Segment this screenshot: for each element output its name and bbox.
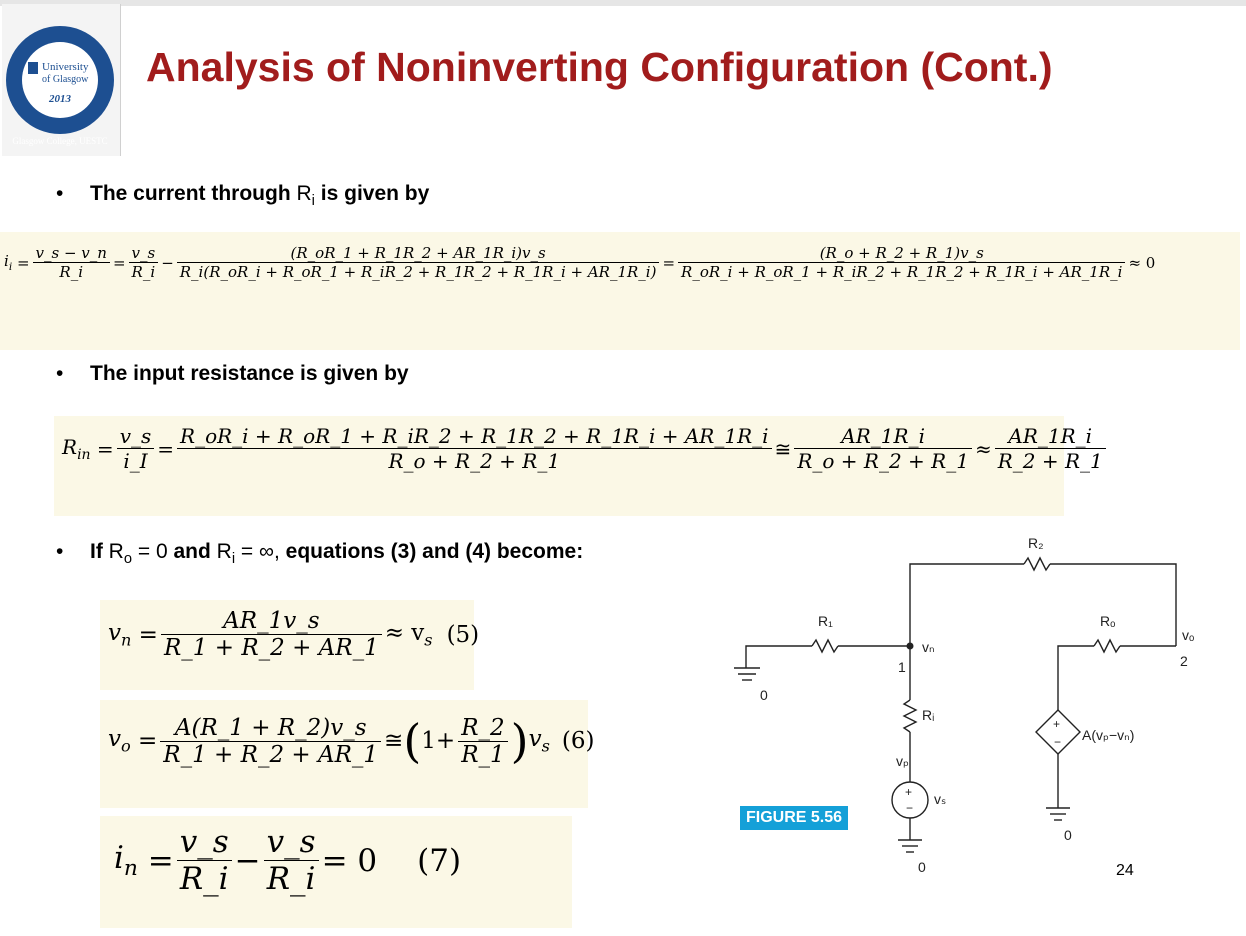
eq7-f1-num: v_s: [177, 824, 232, 861]
eq6-one: 1+: [421, 728, 456, 754]
logo-year: 2013: [49, 93, 71, 105]
eq7-lhs-sub: n: [123, 856, 138, 882]
ro-resistor: [1094, 640, 1120, 652]
eq-ii-f1-num: v_s − v_n: [33, 244, 110, 263]
eq6-lhs-sub: o: [121, 736, 131, 756]
logo-text-top: University: [42, 61, 89, 73]
eq-rin: $R_{in}$ = $\frac{v\_s}{i\_I}$ = $\frac{R\_oR\_i + R\_oR\_1 + R\_iR\_2 + R\_1R\_2 + R\_1R\_i + AR\_1R\_i}{R\_o + R\_2 + R\_1}$ ≅ $\frac{AR\_1R\_i}{R\_o + R\_2 + R\_1}$ ≈ $\frac{AR\_1R\_i}{R\_2 + R\_1}$: [62, 424, 1109, 473]
label-gnd3: 0: [1064, 827, 1072, 843]
eq-rin-lhs: R: [62, 434, 78, 459]
eq7-f1-den: R_i: [179, 861, 229, 897]
eq-rin-f2-num: R_oR_i + R_oR_1 + R_iR_2 + R_1R_2 + R_1R_i + AR_1R_i: [177, 424, 772, 449]
eq6-den: R_1 + R_2 + AR_1: [163, 741, 379, 768]
eq-ii-f4-den: R_oR_i + R_oR_1 + R_iR_2 + R_1R_2 + R_1R_i + AR_1R_i: [681, 263, 1123, 281]
label-ro: Rₒ: [1100, 613, 1116, 629]
bullet-text: The current through: [90, 182, 297, 205]
bullet-ri-sub: i: [231, 551, 236, 568]
eq-rin-f1-num: v_s: [117, 424, 155, 449]
eq-rin-op3: ≈: [974, 436, 992, 461]
eq-rin-f4-den: R_2 + R_1: [997, 449, 1103, 473]
bullet-text-post: is given by: [314, 182, 430, 205]
eq7-f2-num: v_s: [264, 824, 319, 861]
eq-rin-f2-den: R_o + R_2 + R_1: [388, 449, 561, 473]
eq-ii-f2-num: v_s: [129, 244, 159, 263]
eq6-num: A(R_1 + R_2)v_s: [160, 715, 381, 742]
eq-rin-f4-num: AR_1R_i: [995, 424, 1106, 449]
eq-ii-lhs-sub: i: [8, 261, 13, 273]
bullet-marker: •: [56, 182, 64, 205]
eq-current: $i_i$ = $\frac{v\_s - v\_n}{R\_i}$ = $\frac{v\_s}{R\_i}$ − $\frac{(R\_oR\_1 + R\_1R\_2 + AR\_1R\_i)v\_s}{R\_i(R\_oR\_i + R\_oR\_1 + R\_iR\_2 + R\_1R\_2 + R\_1R\_i + AR\_1R\_i)}$ = $\frac{(R\_o + R\_2 + R\_1)v\_s}{R\_oR\_i + R\_oR\_1 + R\_iR\_2 + R\_1R\_2 + R\_1R\_i + AR\_1R\_i}$ ≈ 0: [4, 244, 1156, 281]
label-r2: R₂: [1028, 535, 1044, 551]
eq-ii-lhs: i: [4, 252, 9, 270]
eq-rin-f3-den: R_o + R_2 + R_1: [797, 449, 969, 473]
label-node1: 1: [898, 659, 906, 675]
label-vs: vₛ: [934, 791, 947, 807]
eq6-label: (6): [561, 728, 595, 754]
node-dot: [907, 643, 914, 650]
eq6: $v_o$ = $\frac{A(R\_1 + R\_2)v\_s}{R\_1 + R\_2 + AR\_1}$ ≅ ( 1+ $\frac{R\_2}{R\_1}$ ) $v_s$ (6): [108, 714, 595, 768]
label-minus-dep: −: [1054, 735, 1062, 749]
eq6-inner-den: R_1: [461, 741, 505, 768]
eq-ii-tail: ≈ 0: [1128, 253, 1156, 272]
label-node2: 2: [1180, 653, 1188, 669]
eq5-label: (5): [446, 621, 480, 648]
eq6-paren-close: ): [510, 714, 529, 768]
r2-resistor: [1024, 558, 1050, 570]
bullet-var: R: [296, 182, 312, 205]
page-number: 24: [1116, 862, 1134, 879]
eq5-den: R_1 + R_2 + AR_1: [163, 635, 379, 661]
eq-rin-op2: ≅: [774, 436, 792, 461]
bullet-text-post: equations (3) and (4) become:: [285, 540, 584, 563]
eq6-inner-num: R_2: [458, 715, 507, 742]
eq7-lhs: i: [114, 839, 124, 876]
label-vo: vₒ: [1182, 627, 1195, 643]
bullet-ro: R: [108, 540, 124, 563]
label-vp: vₚ: [896, 753, 909, 769]
eq-rin-f3-num: AR_1R_i: [794, 424, 972, 449]
bullet-ri: R: [216, 540, 232, 563]
eq6-tail-sub: s: [541, 736, 550, 756]
eq5-num: AR_1v_s: [161, 608, 382, 635]
label-vn: vₙ: [922, 639, 935, 655]
figure-label: FIGURE 5.56: [740, 806, 848, 830]
bullet-ri-val: = ∞,: [235, 540, 286, 563]
bullet-marker: •: [56, 540, 64, 563]
label-gnd1: 0: [760, 687, 768, 703]
eq-rin-f1-den: i_I: [123, 449, 148, 473]
ri-resistor: [904, 700, 916, 732]
eq-ii-f3-num: (R_oR_1 + R_1R_2 + AR_1R_i)v_s: [177, 244, 660, 263]
eq7: $i_n$ = $\frac{v\_s}{R\_i}$ − $\frac{v\_s}{R\_i}$ = 0 (7): [114, 824, 462, 897]
eq5-tail-sub: s: [424, 630, 433, 650]
bullet-var-sub: i: [311, 193, 315, 210]
bullet-ro-sub: o: [123, 551, 133, 568]
bullet-marker: •: [56, 362, 64, 385]
eq5-lhs: v: [108, 619, 121, 646]
eq5-lhs-sub: n: [121, 630, 132, 650]
eq-ii-f4-num: (R_o + R_2 + R_1)v_s: [678, 244, 1125, 263]
eq-ii-f2-den: R_i: [131, 263, 156, 281]
eq7-f2-den: R_i: [266, 861, 316, 897]
eq-rin-lhs-sub: in: [77, 446, 91, 463]
bullet-ro-val: = 0: [132, 540, 168, 563]
eq6-paren-open: (: [403, 714, 422, 768]
eq6-lhs: v: [108, 726, 121, 753]
logo-text-bottom: of Glasgow: [42, 74, 89, 85]
eq7-tail: = 0: [321, 842, 378, 879]
logo-ring-text: Glasgow College, UESTC: [12, 136, 108, 146]
bullet-text-pre: If: [90, 540, 109, 563]
label-dependent-source: A(vₚ−vₙ): [1082, 727, 1135, 743]
eq-ii-f1-den: R_i: [59, 263, 84, 281]
eq-ii-f3-den: R_i(R_oR_i + R_oR_1 + R_iR_2 + R_1R_2 + R_1R_i + AR_1R_i): [179, 263, 657, 281]
bullet-text: The input resistance is given by: [90, 362, 409, 385]
label-plus-dep: +: [1053, 717, 1061, 731]
eq7-label: (7): [417, 842, 462, 879]
label-gnd2: 0: [918, 859, 926, 875]
bullet-text-and: and: [167, 540, 217, 563]
eq5: $v_n$ = $\frac{AR\_1v\_s}{R\_1 + R\_2 + AR\_1}$ ≈ $v_s$ (5): [108, 608, 480, 661]
label-ri: Rᵢ: [922, 707, 935, 723]
label-minus-vs: −: [906, 801, 914, 815]
eq5-tail: ≈ v: [384, 619, 425, 646]
r1-resistor: [812, 640, 838, 652]
label-r1: R₁: [818, 613, 833, 629]
eq6-op: ≅: [384, 728, 404, 754]
slide-title: Analysis of Noninverting Configuration (Cont.): [146, 44, 1053, 90]
label-plus-vs: +: [905, 785, 913, 799]
eq6-tail: v: [528, 726, 542, 753]
